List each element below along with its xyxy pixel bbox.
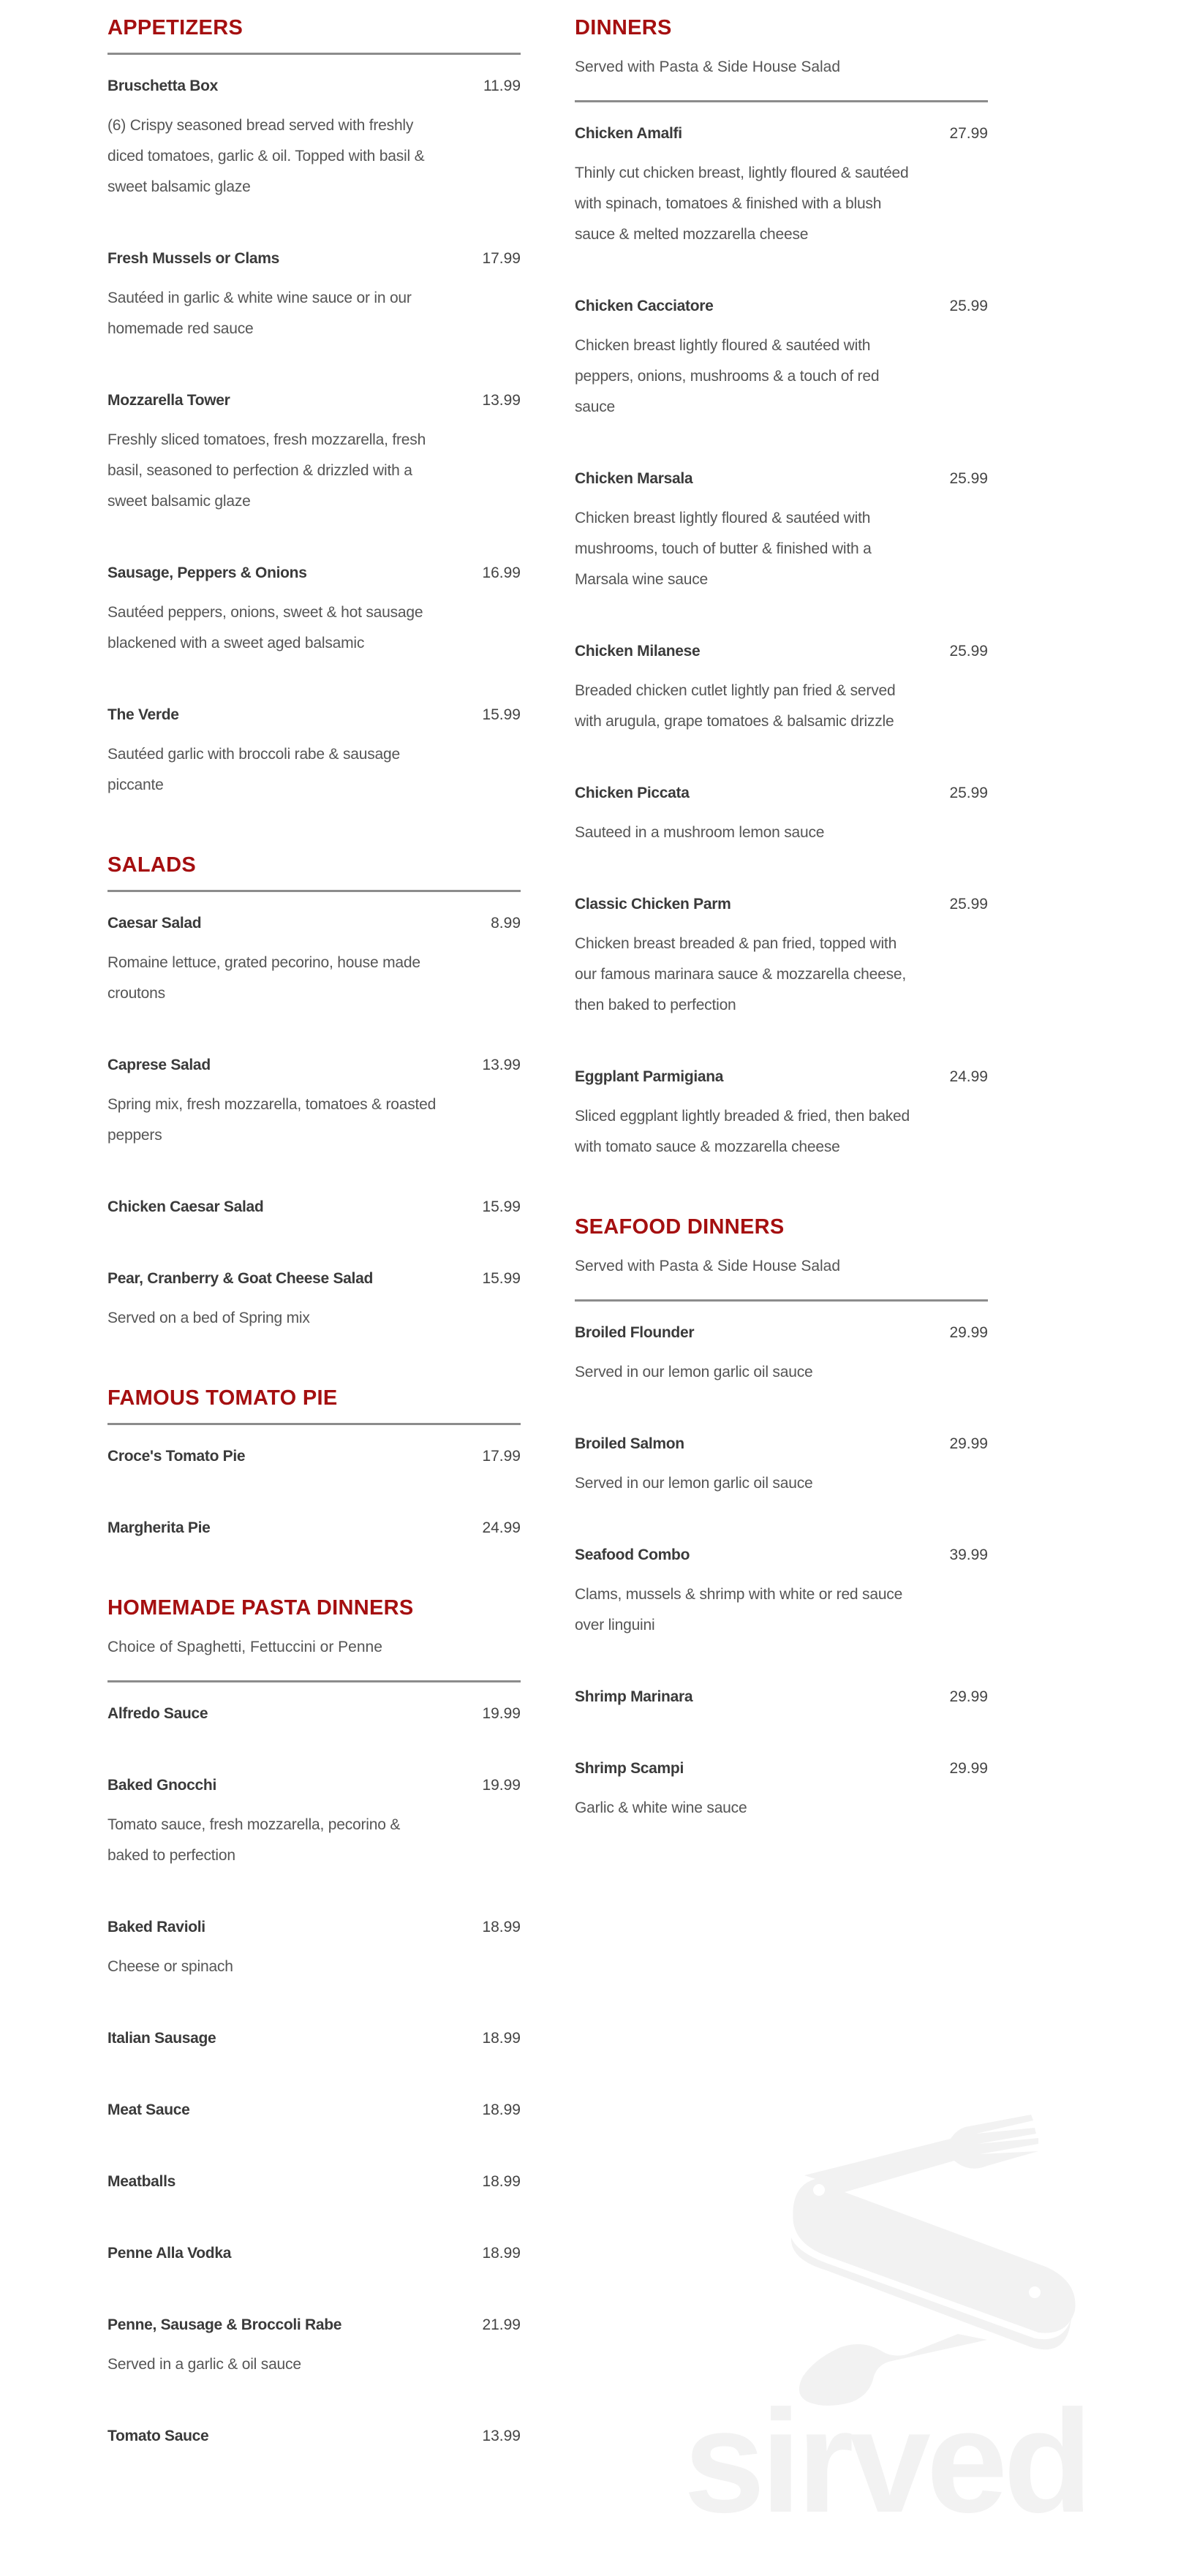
item-name: Caesar Salad xyxy=(107,915,202,932)
item-price: 24.99 xyxy=(482,1519,521,1536)
item-price: 25.99 xyxy=(949,643,988,660)
item-name: The Verde xyxy=(107,706,179,723)
item-price: 27.99 xyxy=(949,125,988,142)
item-price: 13.99 xyxy=(482,392,521,409)
menu-item-header xyxy=(107,1513,521,1544)
menu-item xyxy=(575,118,988,250)
item-name: Meatballs xyxy=(107,2173,175,2190)
item-price: 39.99 xyxy=(949,1546,988,1563)
menu-item-header xyxy=(575,889,988,920)
menu-item-header xyxy=(575,291,988,322)
item-price: 18.99 xyxy=(482,2101,521,2118)
item-name: Chicken Amalfi xyxy=(575,125,682,142)
item-price: 13.99 xyxy=(482,1057,521,1073)
item-name: Sausage, Peppers & Onions xyxy=(107,564,307,581)
menu-section xyxy=(107,1593,521,2452)
menu-item xyxy=(575,1429,988,1499)
item-description: Served in our lemon garlic oil sauce xyxy=(575,1364,813,1380)
menu-item-header xyxy=(107,385,521,416)
menu-item xyxy=(107,1770,521,1871)
menu-item-header xyxy=(107,558,521,589)
left-menu-column xyxy=(107,13,521,2493)
item-name: Penne Alla Vodka xyxy=(107,2245,232,2262)
menu-items xyxy=(575,118,988,1163)
item-name: Alfredo Sauce xyxy=(107,1705,208,1722)
menu-item-header xyxy=(575,464,988,494)
item-description: Sautéed in garlic & white wine sauce or in our homemade red sauce xyxy=(107,290,412,337)
menu-item-header xyxy=(575,1318,988,1348)
item-price: 25.99 xyxy=(949,470,988,487)
item-price: 17.99 xyxy=(482,1448,521,1465)
section-title: HOMEMADE PASTA DINNERS xyxy=(107,1596,414,1620)
item-name: Shrimp Scampi xyxy=(575,1760,684,1777)
menu-item xyxy=(107,1050,521,1151)
menu-item xyxy=(107,2167,521,2197)
menu-item xyxy=(575,1753,988,1824)
section-divider xyxy=(575,1299,988,1302)
menu-item-header xyxy=(107,1912,521,1943)
menu-item xyxy=(107,558,521,659)
menu-item-header xyxy=(107,2238,521,2269)
item-price: 25.99 xyxy=(949,298,988,314)
item-name: Bruschetta Box xyxy=(107,78,219,94)
item-name: Eggplant Parmigiana xyxy=(575,1068,724,1085)
item-price: 29.99 xyxy=(949,1435,988,1452)
item-price: 25.99 xyxy=(949,785,988,801)
item-description: Sautéed peppers, onions, sweet & hot sausage blackened with a sweet aged balsamic xyxy=(107,604,423,651)
menu-item xyxy=(107,908,521,1009)
menu-item xyxy=(107,1699,521,1729)
menu-item xyxy=(107,2421,521,2452)
menu-item-header xyxy=(107,1441,521,1472)
menu-item xyxy=(107,700,521,801)
menu-item-header xyxy=(107,2310,521,2341)
item-name: Baked Ravioli xyxy=(107,1919,205,1935)
section-divider xyxy=(107,1680,521,1682)
menu-item-header xyxy=(107,700,521,730)
item-name: Meat Sauce xyxy=(107,2101,190,2118)
item-name: Chicken Cacciatore xyxy=(575,298,714,314)
menu-item-header xyxy=(575,1429,988,1459)
item-description: Cheese or spinach xyxy=(107,1958,233,1975)
item-price: 24.99 xyxy=(949,1068,988,1085)
item-description: Breaded chicken cutlet lightly pan fried & served with arugula, grape tomatoes & balsamic drizzle xyxy=(575,682,896,730)
menu-item xyxy=(575,1682,988,1712)
item-price: 15.99 xyxy=(482,706,521,723)
menu-items xyxy=(107,908,521,1334)
menu-item-header xyxy=(107,2421,521,2452)
item-description: Sauteed in a mushroom lemon sauce xyxy=(575,824,825,841)
menu-item xyxy=(107,243,521,344)
item-description: Spring mix, fresh mozzarella, tomatoes & roasted peppers xyxy=(107,1096,437,1144)
watermark-text: sirved xyxy=(684,2380,1089,2515)
item-price: 17.99 xyxy=(482,250,521,267)
item-price: 19.99 xyxy=(482,1705,521,1722)
menu-items xyxy=(107,71,521,801)
item-price: 13.99 xyxy=(482,2428,521,2444)
menu-item xyxy=(575,1318,988,1388)
menu-section xyxy=(575,13,988,1163)
item-description: Chicken breast lightly floured & sautéed with peppers, onions, mushrooms & a touch of red sauce xyxy=(575,337,880,415)
menu-item-header xyxy=(575,778,988,809)
section-title: APPETIZERS xyxy=(107,16,244,39)
item-description: Freshly sliced tomatoes, fresh mozzarella, fresh basil, seasoned to perfection & drizzled with a sweet balsamic glaze xyxy=(107,431,426,510)
item-description: Thinly cut chicken breast, lightly floured & sautéed with spinach, tomatoes & finished with a blush sauce & melted mozzarella cheese xyxy=(575,165,909,243)
item-name: Seafood Combo xyxy=(575,1546,690,1563)
menu-item-header xyxy=(107,1264,521,1294)
menu-item-header xyxy=(575,1540,988,1571)
menu-item xyxy=(107,2310,521,2380)
item-description: Romaine lettuce, grated pecorino, house made croutons xyxy=(107,954,420,1002)
item-name: Broiled Salmon xyxy=(575,1435,684,1452)
menu-item-header xyxy=(575,118,988,149)
menu-item-header xyxy=(107,1699,521,1729)
menu-item xyxy=(107,2238,521,2269)
menu-item xyxy=(107,1441,521,1472)
menu-item-header xyxy=(107,2023,521,2054)
item-description: Served in a garlic & oil sauce xyxy=(107,2356,301,2373)
item-price: 19.99 xyxy=(482,1777,521,1794)
menu-item-header xyxy=(107,1192,521,1223)
menu-item xyxy=(107,2023,521,2054)
menu-item-header xyxy=(575,1753,988,1784)
item-price: 18.99 xyxy=(482,2245,521,2262)
menu-item xyxy=(107,385,521,517)
section-title: DINNERS xyxy=(575,16,672,39)
item-name: Mozzarella Tower xyxy=(107,392,230,409)
item-name: Penne, Sausage & Broccoli Rabe xyxy=(107,2316,342,2333)
item-description: Chicken breast lightly floured & sautéed with mushrooms, touch of butter & finished with a Marsala wine sauce xyxy=(575,510,872,588)
item-price: 29.99 xyxy=(949,1760,988,1777)
item-name: Chicken Milanese xyxy=(575,643,701,660)
menu-item xyxy=(107,1912,521,1982)
section-title: FAMOUS TOMATO PIE xyxy=(107,1386,338,1410)
item-price: 15.99 xyxy=(482,1270,521,1287)
section-title: SEAFOOD DINNERS xyxy=(575,1215,785,1239)
item-description: Chicken breast breaded & pan fried, topped with our famous marinara sauce & mozzarella cheese, then baked to perfection xyxy=(575,935,907,1013)
item-description: Clams, mussels & shrimp with white or red sauce over linguini xyxy=(575,1586,903,1633)
item-price: 21.99 xyxy=(482,2316,521,2333)
item-description: Served on a bed of Spring mix xyxy=(107,1310,310,1326)
menu-item xyxy=(107,2095,521,2126)
item-name: Broiled Flounder xyxy=(575,1324,695,1341)
item-name: Italian Sausage xyxy=(107,2030,216,2047)
item-name: Margherita Pie xyxy=(107,1519,211,1536)
menu-item xyxy=(575,636,988,737)
menu-items xyxy=(107,1699,521,2452)
item-price: 18.99 xyxy=(482,2173,521,2190)
item-name: Pear, Cranberry & Goat Cheese Salad xyxy=(107,1270,373,1287)
menu-item xyxy=(107,1513,521,1544)
item-price: 29.99 xyxy=(949,1688,988,1705)
menu-item xyxy=(575,778,988,848)
right-menu-column xyxy=(575,13,988,1865)
menu-item-header xyxy=(107,2095,521,2126)
item-description: (6) Crispy seasoned bread served with freshly diced tomatoes, garlic & oil. Topped with basil & sweet balsamic glaze xyxy=(107,117,425,195)
section-subtitle: Served with Pasta & Side House Salad xyxy=(575,58,841,75)
section-subtitle: Choice of Spaghetti, Fettuccini or Penne xyxy=(107,1639,382,1655)
item-name: Chicken Marsala xyxy=(575,470,693,487)
item-price: 18.99 xyxy=(482,1919,521,1935)
menu-section xyxy=(107,850,521,1334)
item-name: Chicken Piccata xyxy=(575,785,690,801)
item-name: Tomato Sauce xyxy=(107,2428,209,2444)
item-name: Baked Gnocchi xyxy=(107,1777,216,1794)
item-price: 8.99 xyxy=(491,915,521,932)
menu-item-header xyxy=(575,1062,988,1092)
menu-items xyxy=(575,1318,988,1824)
menu-section xyxy=(575,1212,988,1824)
item-price: 18.99 xyxy=(482,2030,521,2047)
menu-item-header xyxy=(575,636,988,667)
item-description: Served in our lemon garlic oil sauce xyxy=(575,1475,813,1492)
item-name: Chicken Caesar Salad xyxy=(107,1198,264,1215)
section-divider xyxy=(107,1423,521,1425)
menu-item xyxy=(575,889,988,1021)
menu-section xyxy=(107,1383,521,1544)
menu-item-header xyxy=(107,71,521,102)
item-price: 29.99 xyxy=(949,1324,988,1341)
section-subtitle: Served with Pasta & Side House Salad xyxy=(575,1258,841,1274)
menu-item xyxy=(575,1540,988,1641)
item-price: 25.99 xyxy=(949,896,988,913)
menu-item-header xyxy=(107,243,521,274)
menu-item xyxy=(107,1192,521,1223)
menu-item xyxy=(575,464,988,595)
menu-item-header xyxy=(107,1050,521,1081)
item-price: 15.99 xyxy=(482,1198,521,1215)
item-description: Sliced eggplant lightly breaded & fried, then baked with tomato sauce & mozzarella cheese xyxy=(575,1108,910,1155)
menu-item xyxy=(575,1062,988,1163)
menu-section xyxy=(107,13,521,801)
item-description: Tomato sauce, fresh mozzarella, pecorino & baked to perfection xyxy=(107,1816,401,1864)
menu-item xyxy=(575,291,988,423)
menu-item-header xyxy=(107,908,521,939)
menu-item-header xyxy=(575,1682,988,1712)
item-price: 11.99 xyxy=(483,78,521,94)
menu-item xyxy=(107,71,521,203)
menu-item xyxy=(107,1264,521,1334)
item-name: Classic Chicken Parm xyxy=(575,896,731,913)
menu-item-header xyxy=(107,2167,521,2197)
section-title: SALADS xyxy=(107,853,197,877)
item-name: Croce's Tomato Pie xyxy=(107,1448,246,1465)
section-divider xyxy=(107,53,521,55)
section-divider xyxy=(575,100,988,102)
item-description: Sautéed garlic with broccoli rabe & sausage piccante xyxy=(107,746,400,793)
item-name: Shrimp Marinara xyxy=(575,1688,693,1705)
sirved-watermark-logo xyxy=(680,2106,1148,2515)
item-description: Garlic & white wine sauce xyxy=(575,1799,747,1816)
section-divider xyxy=(107,890,521,892)
item-name: Fresh Mussels or Clams xyxy=(107,250,279,267)
item-name: Caprese Salad xyxy=(107,1057,211,1073)
menu-items xyxy=(107,1441,521,1544)
item-price: 16.99 xyxy=(482,564,521,581)
menu-item-header xyxy=(107,1770,521,1801)
